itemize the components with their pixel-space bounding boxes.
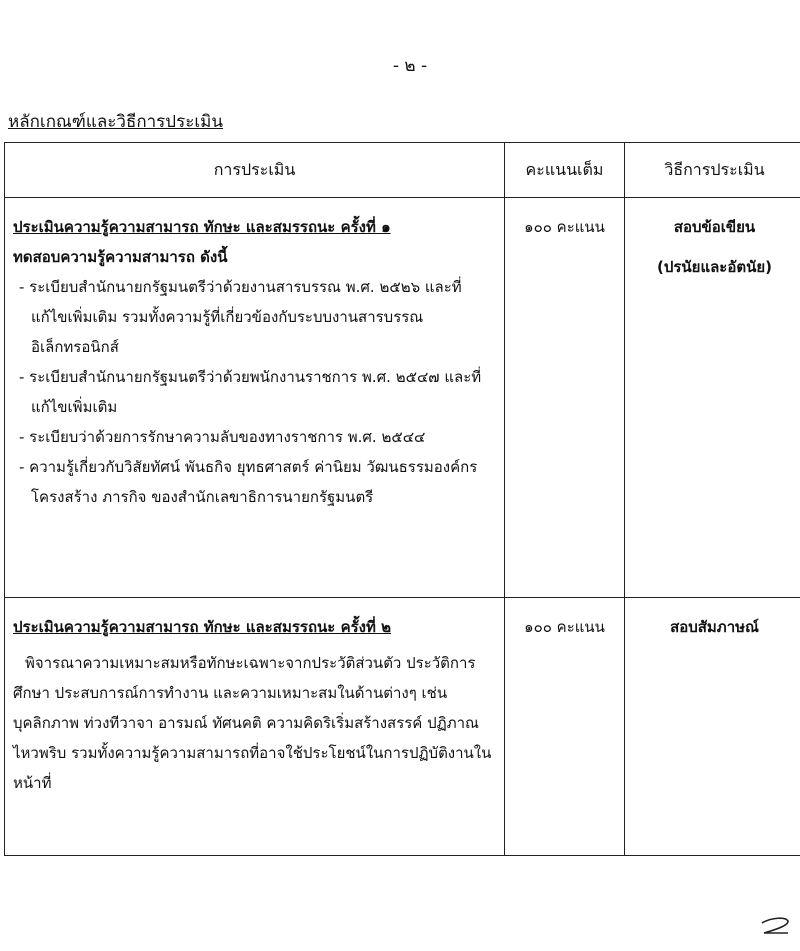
round-1-method: สอบข้อเขียน — [673, 218, 756, 236]
table-row — [5, 598, 800, 856]
assessment-criteria-table — [4, 142, 800, 856]
round-2-title: ประเมินความรู้ความสามารถ ทักษะ และสมรรถนะ ครั้งที่ ๒ — [13, 618, 391, 636]
list-item: - ความรู้เกี่ยวกับวิสัยทัศน์ พันธกิจ ยุทธศาสตร์ ค่านิยม วัฒนธรรมองค์กร โครงสร้าง ภารกิจ ของสำนักเลขาธิการนายกรัฐมนตรี — [19, 458, 478, 506]
round-1-topic-list — [13, 272, 498, 512]
header-full-score: คะแนนเต็ม — [505, 143, 625, 198]
round-2-score: ๑๐๐ คะแนน — [505, 598, 625, 856]
round-1-method-cell — [625, 198, 800, 598]
round-1-description — [5, 198, 505, 598]
list-item: - ระเบียบว่าด้วยการรักษาความลับของทางราชการ พ.ศ. ๒๕๔๔ — [19, 428, 426, 446]
page-number: - ๒ - — [392, 56, 428, 76]
round-1-method-note: (ปรนัยและอัตนัย) — [656, 258, 773, 276]
round-2-description — [5, 598, 505, 856]
header-method: วิธีการประเมิน — [625, 143, 800, 198]
round-2-paragraph: พิจารณาความเหมาะสมหรือทักษะเฉพาะจากประวัติส่วนตัว ประวัติการศึกษา ประสบการณ์การทำงาน และความเหมาะสมในด้านต่างๆ เช่น บุคลิกภาพ ท่วงทีวาจา อารมณ์ ทัศนคติ ความคิดริเริ่มสร้างสรรค์ ปฏิภาณไหวพริบ รวมทั้งความรู้ความสามารถที่อาจใช้ประโยชน์ในการปฏิบัติงานในหน้าที่ — [13, 654, 492, 792]
round-1-subtitle: ทดสอบความรู้ความสามารถ ดังนี้ — [13, 248, 228, 266]
header-assessment: การประเมิน — [5, 143, 505, 198]
section-heading: หลักเกณฑ์และวิธีการประเมิน — [8, 112, 223, 132]
round-2-method: สอบสัมภาษณ์ — [670, 618, 759, 636]
list-item: - ระเบียบสำนักนายกรัฐมนตรีว่าด้วยพนักงานราชการ พ.ศ. ๒๕๔๗ และที่แก้ไขเพิ่มเติม — [19, 368, 482, 416]
round-2-method-cell — [625, 598, 800, 856]
list-item: - ระเบียบสำนักนายกรัฐมนตรีว่าด้วยงานสารบรรณ พ.ศ. ๒๕๒๖ และที่แก้ไขเพิ่มเติม รวมทั้งความรู้ที่เกี่ยวข้องกับระบบงานสารบรรณอิเล็กทรอนิกส์ — [19, 278, 462, 356]
continuation-mark-icon — [758, 915, 792, 937]
round-1-score: ๑๐๐ คะแนน — [505, 198, 625, 598]
round-1-title: ประเมินความรู้ความสามารถ ทักษะ และสมรรถนะ ครั้งที่ ๑ — [13, 218, 391, 236]
table-header-row — [5, 143, 800, 198]
table-row — [5, 198, 800, 598]
table-header — [5, 143, 800, 198]
